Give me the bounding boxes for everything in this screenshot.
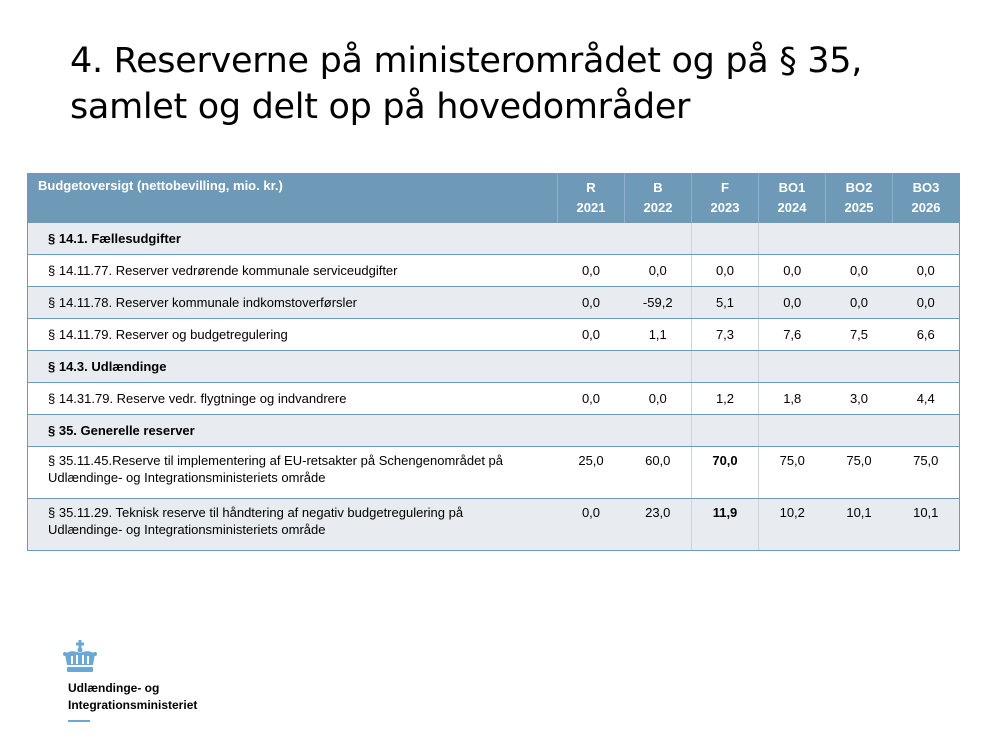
value-cell: 10,2 (759, 499, 826, 551)
value-cell: 0,0 (759, 255, 826, 287)
section-label: § 14.1. Fællesudgifter (28, 223, 692, 255)
empty-cell (759, 223, 960, 255)
table-row (28, 287, 960, 319)
value-cell: 3,0 (826, 383, 893, 415)
value-cell: -59,2 (625, 287, 692, 319)
value-cell: 11,9 (692, 499, 759, 551)
empty-cell (692, 415, 759, 447)
column-header-r2021: R 2021 (558, 173, 625, 223)
column-header-f2023: F 2023 (692, 173, 759, 223)
table-section-row (28, 223, 960, 255)
value-cell: 7,3 (692, 319, 759, 351)
value-cell: 0,0 (558, 319, 625, 351)
value-cell: 6,6 (893, 319, 960, 351)
value-cell: 1,1 (625, 319, 692, 351)
row-label: § 35.11.29. Teknisk reserve til håndtering af negativ budgetregulering på Udlændinge- og Integrationsministeriets område (28, 499, 558, 551)
value-cell: 4,4 (893, 383, 960, 415)
section-label: § 35. Generelle reserver (28, 415, 692, 447)
table-section-row (28, 351, 960, 383)
row-label: § 14.11.79. Reserver og budgetregulering (28, 319, 558, 351)
column-header-label: Budgetoversigt (nettobevilling, mio. kr.) (28, 173, 558, 223)
value-cell: 10,1 (826, 499, 893, 551)
value-cell: 0,0 (826, 287, 893, 319)
value-cell: 0,0 (826, 255, 893, 287)
column-header-b2022: B 2022 (625, 173, 692, 223)
slide-title (70, 38, 970, 130)
value-cell: 25,0 (558, 447, 625, 499)
table-row (28, 499, 960, 551)
row-label: § 14.11.78. Reserver kommunale indkomstoverførsler (28, 287, 558, 319)
ministry-name: Udlændinge- og Integrationsministeriet (68, 681, 198, 712)
row-label: § 14.31.79. Reserve vedr. flygtninge og indvandrere (28, 383, 558, 415)
value-cell: 7,5 (826, 319, 893, 351)
table-row (28, 383, 960, 415)
value-cell: 60,0 (625, 447, 692, 499)
value-cell: 75,0 (893, 447, 960, 499)
ministry-logo (60, 640, 260, 730)
table-section-row (28, 415, 960, 447)
value-cell: 0,0 (893, 255, 960, 287)
value-cell: 0,0 (558, 287, 625, 319)
empty-cell (692, 223, 759, 255)
column-header-bo2-2025: BO2 2025 (826, 173, 893, 223)
value-cell: 7,6 (759, 319, 826, 351)
section-label: § 14.3. Udlændinge (28, 351, 692, 383)
column-header-bo1-2024: BO1 2024 (759, 173, 826, 223)
column-header-bo3-2026: BO3 2026 (893, 173, 960, 223)
empty-cell (759, 351, 960, 383)
logo-accent-line (68, 720, 90, 722)
value-cell: 0,0 (625, 383, 692, 415)
table-row (28, 255, 960, 287)
value-cell: 0,0 (558, 383, 625, 415)
slide-title-line-2: samlet og delt op på hovedområder (70, 87, 691, 127)
value-cell: 0,0 (558, 255, 625, 287)
value-cell: 23,0 (625, 499, 692, 551)
budget-table (27, 173, 960, 551)
empty-cell (692, 351, 759, 383)
value-cell: 0,0 (759, 287, 826, 319)
slide-title-line-1: 4. Reserverne på ministerområdet og på § 35, (70, 41, 863, 81)
table-row (28, 447, 960, 499)
table-row (28, 319, 960, 351)
table-header-row (28, 173, 960, 223)
value-cell: 70,0 (692, 447, 759, 499)
crown-icon (62, 640, 98, 674)
value-cell: 0,0 (625, 255, 692, 287)
value-cell: 0,0 (558, 499, 625, 551)
row-label: § 14.11.77. Reserver vedrørende kommunale serviceudgifter (28, 255, 558, 287)
value-cell: 10,1 (893, 499, 960, 551)
value-cell: 5,1 (692, 287, 759, 319)
value-cell: 0,0 (692, 255, 759, 287)
value-cell: 1,8 (759, 383, 826, 415)
row-label: § 35.11.45.Reserve til implementering af EU-retsakter på Schengenområdet på Udlændinge- og Integrationsministeriets område (28, 447, 558, 499)
value-cell: 1,2 (692, 383, 759, 415)
value-cell: 0,0 (893, 287, 960, 319)
value-cell: 75,0 (759, 447, 826, 499)
empty-cell (759, 415, 960, 447)
value-cell: 75,0 (826, 447, 893, 499)
